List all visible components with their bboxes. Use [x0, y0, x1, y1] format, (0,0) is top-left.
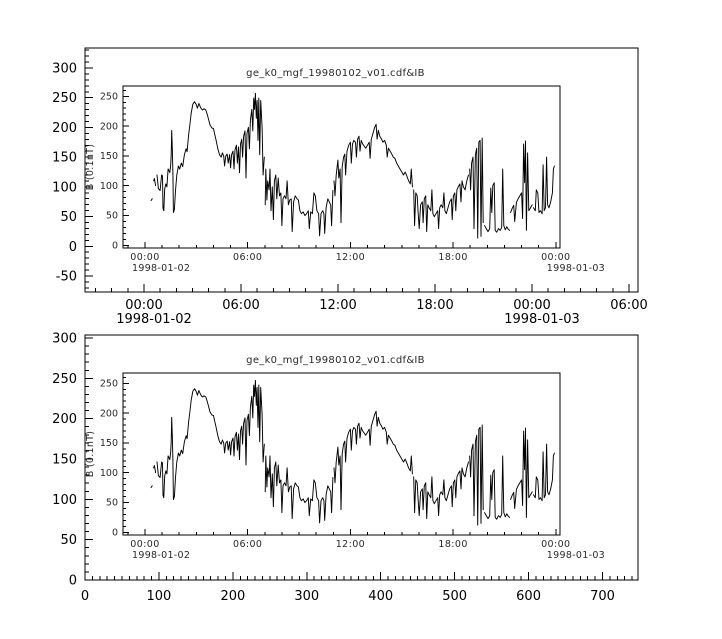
data-trace: [534, 157, 555, 214]
outer-x-date-label: 1998-01-02: [116, 312, 192, 327]
data-trace: [265, 456, 333, 523]
inner-x-tick-label: 00:00: [541, 252, 571, 263]
inner-x-date-label: 1998-01-02: [132, 263, 191, 274]
outer-y-tick-label: 100: [52, 492, 77, 508]
inner-y-tick-label: 0: [111, 527, 118, 539]
data-trace: [334, 411, 412, 509]
outer-y-tick-label: 0: [68, 573, 77, 589]
outer-y-tick-label: 200: [52, 412, 77, 428]
top-panel: [52, 48, 648, 327]
inner-x-tick-label: 12:00: [335, 252, 366, 263]
inner-x-date-label: 1998-01-03: [546, 263, 606, 274]
outer-x-tick-label: 600: [516, 589, 541, 604]
outer-x-tick-label: 300: [294, 589, 320, 604]
data-trace: [334, 124, 412, 222]
outer-y-tick-label: 150: [52, 452, 77, 468]
outer-y-tick-label: 250: [52, 91, 77, 107]
outer-y-tick-label: -50: [55, 269, 77, 285]
outer-x-date-label: 1998-01-03: [504, 312, 580, 327]
inner-x-tick-label: 06:00: [233, 252, 263, 263]
embedded-plot: [85, 355, 605, 561]
inner-x-tick-label: 18:00: [438, 252, 468, 263]
inner-x-tick-label: 00:00: [130, 539, 160, 550]
inner-y-tick-label: 100: [99, 180, 118, 192]
data-trace: [265, 169, 333, 236]
data-trace: [154, 466, 156, 473]
inner-y-axis-title: B (0.1nT): [85, 143, 96, 191]
data-trace: [151, 486, 152, 488]
inner-x-date-label: 1998-01-03: [546, 550, 606, 561]
inner-y-axis-title: B (0.1nT): [85, 430, 96, 478]
data-trace: [163, 380, 265, 499]
outer-x-tick-label: 12:00: [319, 298, 357, 313]
data-trace: [151, 199, 152, 201]
inner-y-tick-label: 250: [99, 378, 118, 390]
outer-y-tick-label: 300: [52, 331, 77, 347]
data-trace: [157, 175, 162, 191]
inner-axes-box: [123, 373, 560, 535]
data-trace: [163, 93, 265, 212]
outer-y-tick-label: 300: [52, 61, 77, 77]
outer-y-tick-label: 50: [60, 533, 77, 549]
outer-y-tick-label: 100: [52, 180, 77, 196]
data-trace: [485, 456, 510, 519]
inner-x-tick-label: 00:00: [130, 252, 160, 263]
outer-x-tick-label: 100: [146, 589, 172, 604]
outer-y-tick-label: 200: [52, 120, 77, 136]
inner-x-tick-label: 18:00: [438, 539, 468, 550]
data-trace: [414, 175, 469, 232]
outer-x-tick-label: 00:00: [125, 298, 163, 313]
outer-x-tick-label: 06:00: [222, 298, 260, 313]
outer-y-tick-label: 50: [60, 210, 77, 226]
inner-y-tick-label: 150: [99, 438, 118, 450]
outer-x-tick-label: 200: [220, 589, 246, 604]
outer-x-tick-label: 700: [590, 589, 615, 604]
outer-x-tick-label: 18:00: [416, 298, 454, 313]
data-trace: [511, 428, 533, 517]
data-trace: [414, 462, 469, 519]
inner-x-tick-label: 00:00: [541, 539, 571, 550]
outer-x-tick-label: 500: [442, 589, 468, 604]
data-trace: [470, 138, 484, 238]
inner-y-tick-label: 150: [99, 151, 118, 163]
outer-y-tick-label: 0: [68, 239, 77, 255]
inner-y-tick-label: 100: [99, 467, 118, 479]
data-trace: [485, 169, 510, 232]
outer-x-tick-label: 0: [80, 589, 90, 604]
inner-y-tick-label: 50: [105, 210, 118, 222]
embedded-plot: [85, 68, 605, 274]
data-trace: [534, 444, 555, 501]
outer-y-tick-label: 250: [52, 371, 77, 387]
inner-y-tick-label: 50: [105, 497, 118, 509]
outer-x-tick-label: 400: [368, 589, 394, 604]
outer-x-tick-label: 00:00: [513, 298, 551, 313]
inner-plot-title: ge_k0_mgf_19980102_v01.cdf&IB: [246, 355, 425, 366]
inner-x-tick-label: 12:00: [335, 539, 366, 550]
inner-x-date-label: 1998-01-02: [132, 550, 191, 561]
data-trace: [154, 179, 156, 186]
outer-y-tick-label: 150: [52, 150, 77, 166]
inner-x-tick-label: 06:00: [233, 539, 263, 550]
inner-y-tick-label: 250: [99, 91, 118, 103]
outer-x-tick-label: 06:00: [610, 298, 648, 313]
inner-axes-box: [123, 86, 560, 248]
data-trace: [511, 141, 533, 230]
inner-y-tick-label: 0: [111, 240, 118, 252]
data-trace: [157, 462, 162, 478]
data-trace: [470, 425, 484, 525]
inner-y-tick-label: 200: [99, 121, 118, 133]
inner-plot-title: ge_k0_mgf_19980102_v01.cdf&IB: [246, 68, 425, 79]
bottom-panel: [52, 332, 638, 605]
inner-y-tick-label: 200: [99, 408, 118, 420]
